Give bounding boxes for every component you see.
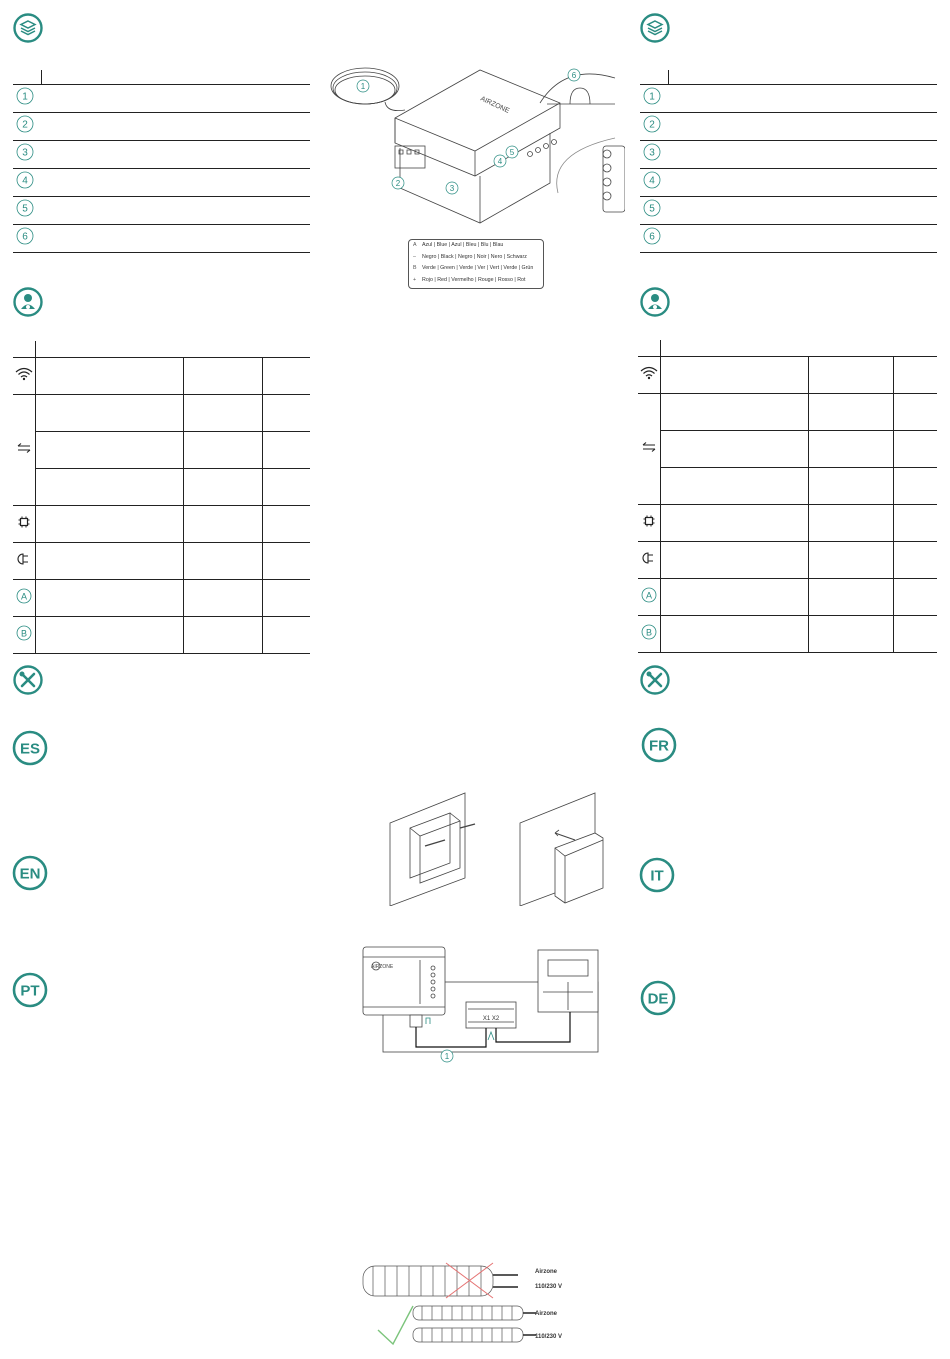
power-icon: [16, 552, 32, 566]
lang-badge-es: [12, 730, 48, 766]
svg-text:B: B: [645, 627, 653, 637]
svg-text:6: 6: [22, 231, 28, 243]
callout-3: 3: [449, 184, 455, 193]
wire-color-legend: [408, 239, 544, 289]
svg-text:5: 5: [22, 203, 28, 215]
callout-4: 4: [497, 157, 503, 166]
svg-text:AIRZONE: AIRZONE: [479, 95, 511, 115]
number-1-icon: [640, 85, 662, 107]
user-settings-icon: [13, 287, 43, 317]
svg-text:A: A: [20, 591, 28, 601]
svg-text:1: 1: [22, 91, 28, 103]
svg-text:2: 2: [22, 119, 28, 131]
chip-icon: [643, 515, 655, 527]
svg-text:1: 1: [649, 91, 655, 103]
terminal-label: X1 X2: [482, 1016, 500, 1022]
power-icon: [641, 551, 657, 565]
device-illustration: [325, 58, 625, 228]
number-4-icon: [640, 169, 662, 191]
number-3-icon: [13, 141, 35, 163]
svg-text:AIRZONE: AIRZONE: [371, 964, 394, 970]
number-5-icon: [640, 197, 662, 219]
number-4-icon: [13, 169, 35, 191]
tools-icon: [13, 665, 43, 695]
lang-badge-it: [639, 857, 675, 893]
number-2-icon: [640, 113, 662, 135]
led-table-left: [13, 341, 310, 654]
number-1-icon: [13, 85, 35, 107]
svg-text:6: 6: [649, 231, 655, 243]
port-b-icon: [640, 623, 658, 641]
number-2-icon: [13, 113, 35, 135]
svg-text:3: 3: [649, 147, 655, 159]
number-6-icon: [13, 225, 35, 247]
svg-text:ES: ES: [19, 740, 41, 758]
layers-icon: [640, 13, 670, 43]
port-a-icon: [640, 586, 658, 604]
wifi-icon: [15, 367, 33, 381]
user-settings-icon: [640, 287, 670, 317]
svg-text:2: 2: [649, 119, 655, 131]
number-3-icon: [640, 141, 662, 163]
svg-text:PT: PT: [20, 982, 40, 1000]
svg-text:IT: IT: [650, 867, 664, 885]
lang-badge-fr: [641, 727, 677, 763]
callout-6: 6: [571, 71, 577, 80]
svg-text:DE: DE: [647, 990, 669, 1008]
lang-badge-en: [12, 855, 48, 891]
svg-text:FR: FR: [649, 737, 669, 755]
wall-mount-illustration: [385, 788, 605, 906]
wiring-diagram: [358, 942, 603, 1064]
wiring-callout-1: 1: [444, 1052, 450, 1061]
number-5-icon: [13, 197, 35, 219]
number-6-icon: [640, 225, 662, 247]
svg-text:B: B: [20, 628, 28, 638]
svg-text:5: 5: [649, 203, 655, 215]
led-table-right: [638, 340, 937, 653]
label-voltage-combined: 110/230 V: [535, 1284, 563, 1290]
chip-icon: [18, 516, 30, 528]
svg-text:3: 3: [22, 147, 28, 159]
legend-row-b: B Verde | Green | Verde | Ver | Vert | Verde | Grün: [413, 265, 534, 271]
arrows-icon: [16, 442, 32, 454]
lang-badge-de: [640, 980, 676, 1016]
layers-icon: [13, 13, 43, 43]
port-b-icon: [15, 624, 33, 642]
svg-text:EN: EN: [19, 865, 41, 883]
check-mark-icon: [378, 1306, 413, 1344]
cable-separation-illustration: [358, 1258, 598, 1348]
wifi-icon: [640, 366, 658, 380]
callout-2: 2: [395, 179, 401, 188]
lang-badge-pt: [12, 972, 48, 1008]
label-airzone-combined: Airzone: [535, 1269, 558, 1275]
svg-text:A: A: [645, 590, 653, 600]
label-airzone-separate: Airzone: [535, 1311, 558, 1317]
cross-mark-icon: [446, 1263, 493, 1298]
callout-1: 1: [360, 82, 366, 91]
legend-row-plus: + Rojo | Red | Vermelho | Rouge | Rosso | Rot: [413, 276, 526, 283]
components-table-right: [640, 70, 937, 253]
tools-icon: [640, 665, 670, 695]
label-voltage-separate: 110/230 V: [535, 1334, 563, 1340]
components-table-left: [13, 70, 310, 253]
callout-5: 5: [509, 148, 515, 157]
legend-row-minus: – Negro | Black | Negro | Noir | Nero | Schwarz: [413, 253, 527, 260]
legend-row-a: A Azul | Blue | Azul | Bleu | Blu | Blau: [413, 242, 504, 248]
svg-text:4: 4: [649, 175, 655, 187]
svg-text:4: 4: [22, 175, 28, 187]
port-a-icon: [15, 587, 33, 605]
arrows-icon: [641, 441, 657, 453]
